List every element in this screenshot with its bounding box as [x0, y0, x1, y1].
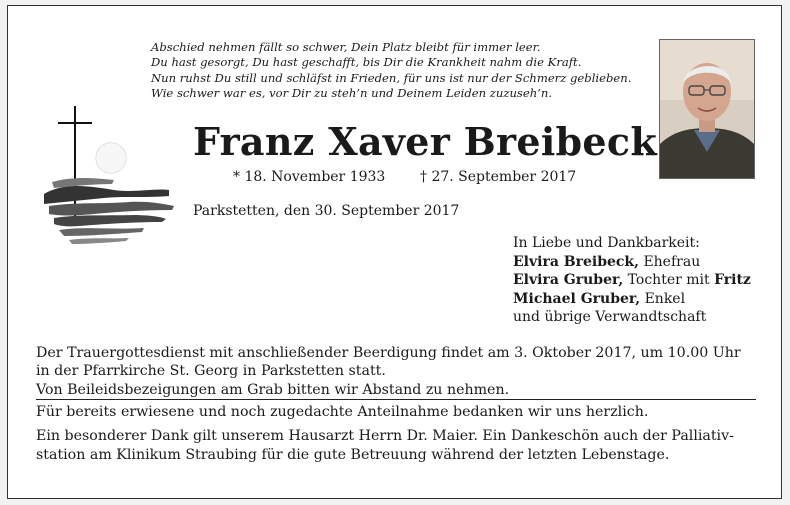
mourner-name: Elvira Gruber, — [513, 272, 624, 288]
place-and-date: Parkstetten, den 30. September 2017 — [193, 203, 460, 219]
cross-moon-landscape-icon — [34, 106, 184, 266]
mourner-relation: Enkel — [640, 290, 686, 307]
portrait-image — [660, 40, 754, 178]
mourner-name-partner: Fritz — [714, 272, 751, 288]
mourners-closing: und übrige Verwandtschaft — [513, 309, 707, 325]
gratitude-line: Ein besonderer Dank gilt unserem Hausarzt Herrn Dr. Maier. Ein Dankeschön auch der Palliativ- — [36, 428, 734, 445]
gratitude-line: Für bereits erwiesene und noch zugedachte Anteilnahme bedanken wir uns herzlich. — [36, 404, 649, 420]
notice-line: Von Beileidsbezeigungen am Grab bitten wir Abstand zu nehmen. — [36, 381, 510, 398]
mourner-name: Elvira Breibeck, — [513, 253, 639, 270]
poem-line: Nun ruhst Du still und schläfst in Frieden, für uns ist nur der Schmerz geblieben. — [151, 70, 632, 85]
mourner-relation: Ehefrau — [639, 253, 701, 270]
mourner-row — [513, 290, 751, 309]
mourner-row — [513, 271, 751, 290]
poem-line: Du hast gesorgt, Du hast geschafft, bis Dir die Krankheit nahm die Kraft. — [151, 55, 582, 70]
mourner-relation: Tochter mit — [623, 272, 715, 288]
mourner-name: Michael Gruber, — [513, 290, 641, 307]
poem-line: Wie schwer war es, vor Dir zu steh’n und Deinem Leiden zuzuseh’n. — [151, 86, 553, 101]
gratitude-section — [36, 403, 766, 464]
notice-line: Der Trauergottesdienst mit anschließender Beerdigung findet am 3. Oktober 2017, um 10.00 Uhr — [36, 345, 741, 361]
birth-date: * 18. November 1933 — [233, 169, 386, 185]
poem-line: Abschied nehmen fällt so schwer, Dein Platz bleibt für immer leer. — [151, 40, 541, 54]
obituary-card — [7, 5, 782, 499]
mourners-intro: In Liebe und Dankbarkeit: — [513, 235, 700, 251]
mourner-row — [513, 253, 751, 272]
mourners-list — [513, 234, 751, 327]
divider — [36, 399, 756, 400]
notice-line: in der Pfarrkirche St. Georg in Parkstetten statt. — [36, 363, 386, 380]
deceased-name: Franz Xaver Breibeck — [193, 119, 657, 164]
portrait-photo — [659, 39, 755, 179]
gratitude-line: station am Klinikum Straubing für die gute Betreuung während der letzten Lebenstage. — [36, 446, 670, 463]
funeral-notice — [36, 344, 766, 399]
death-date: † 27. September 2017 — [420, 169, 577, 185]
memorial-poem — [151, 40, 651, 102]
